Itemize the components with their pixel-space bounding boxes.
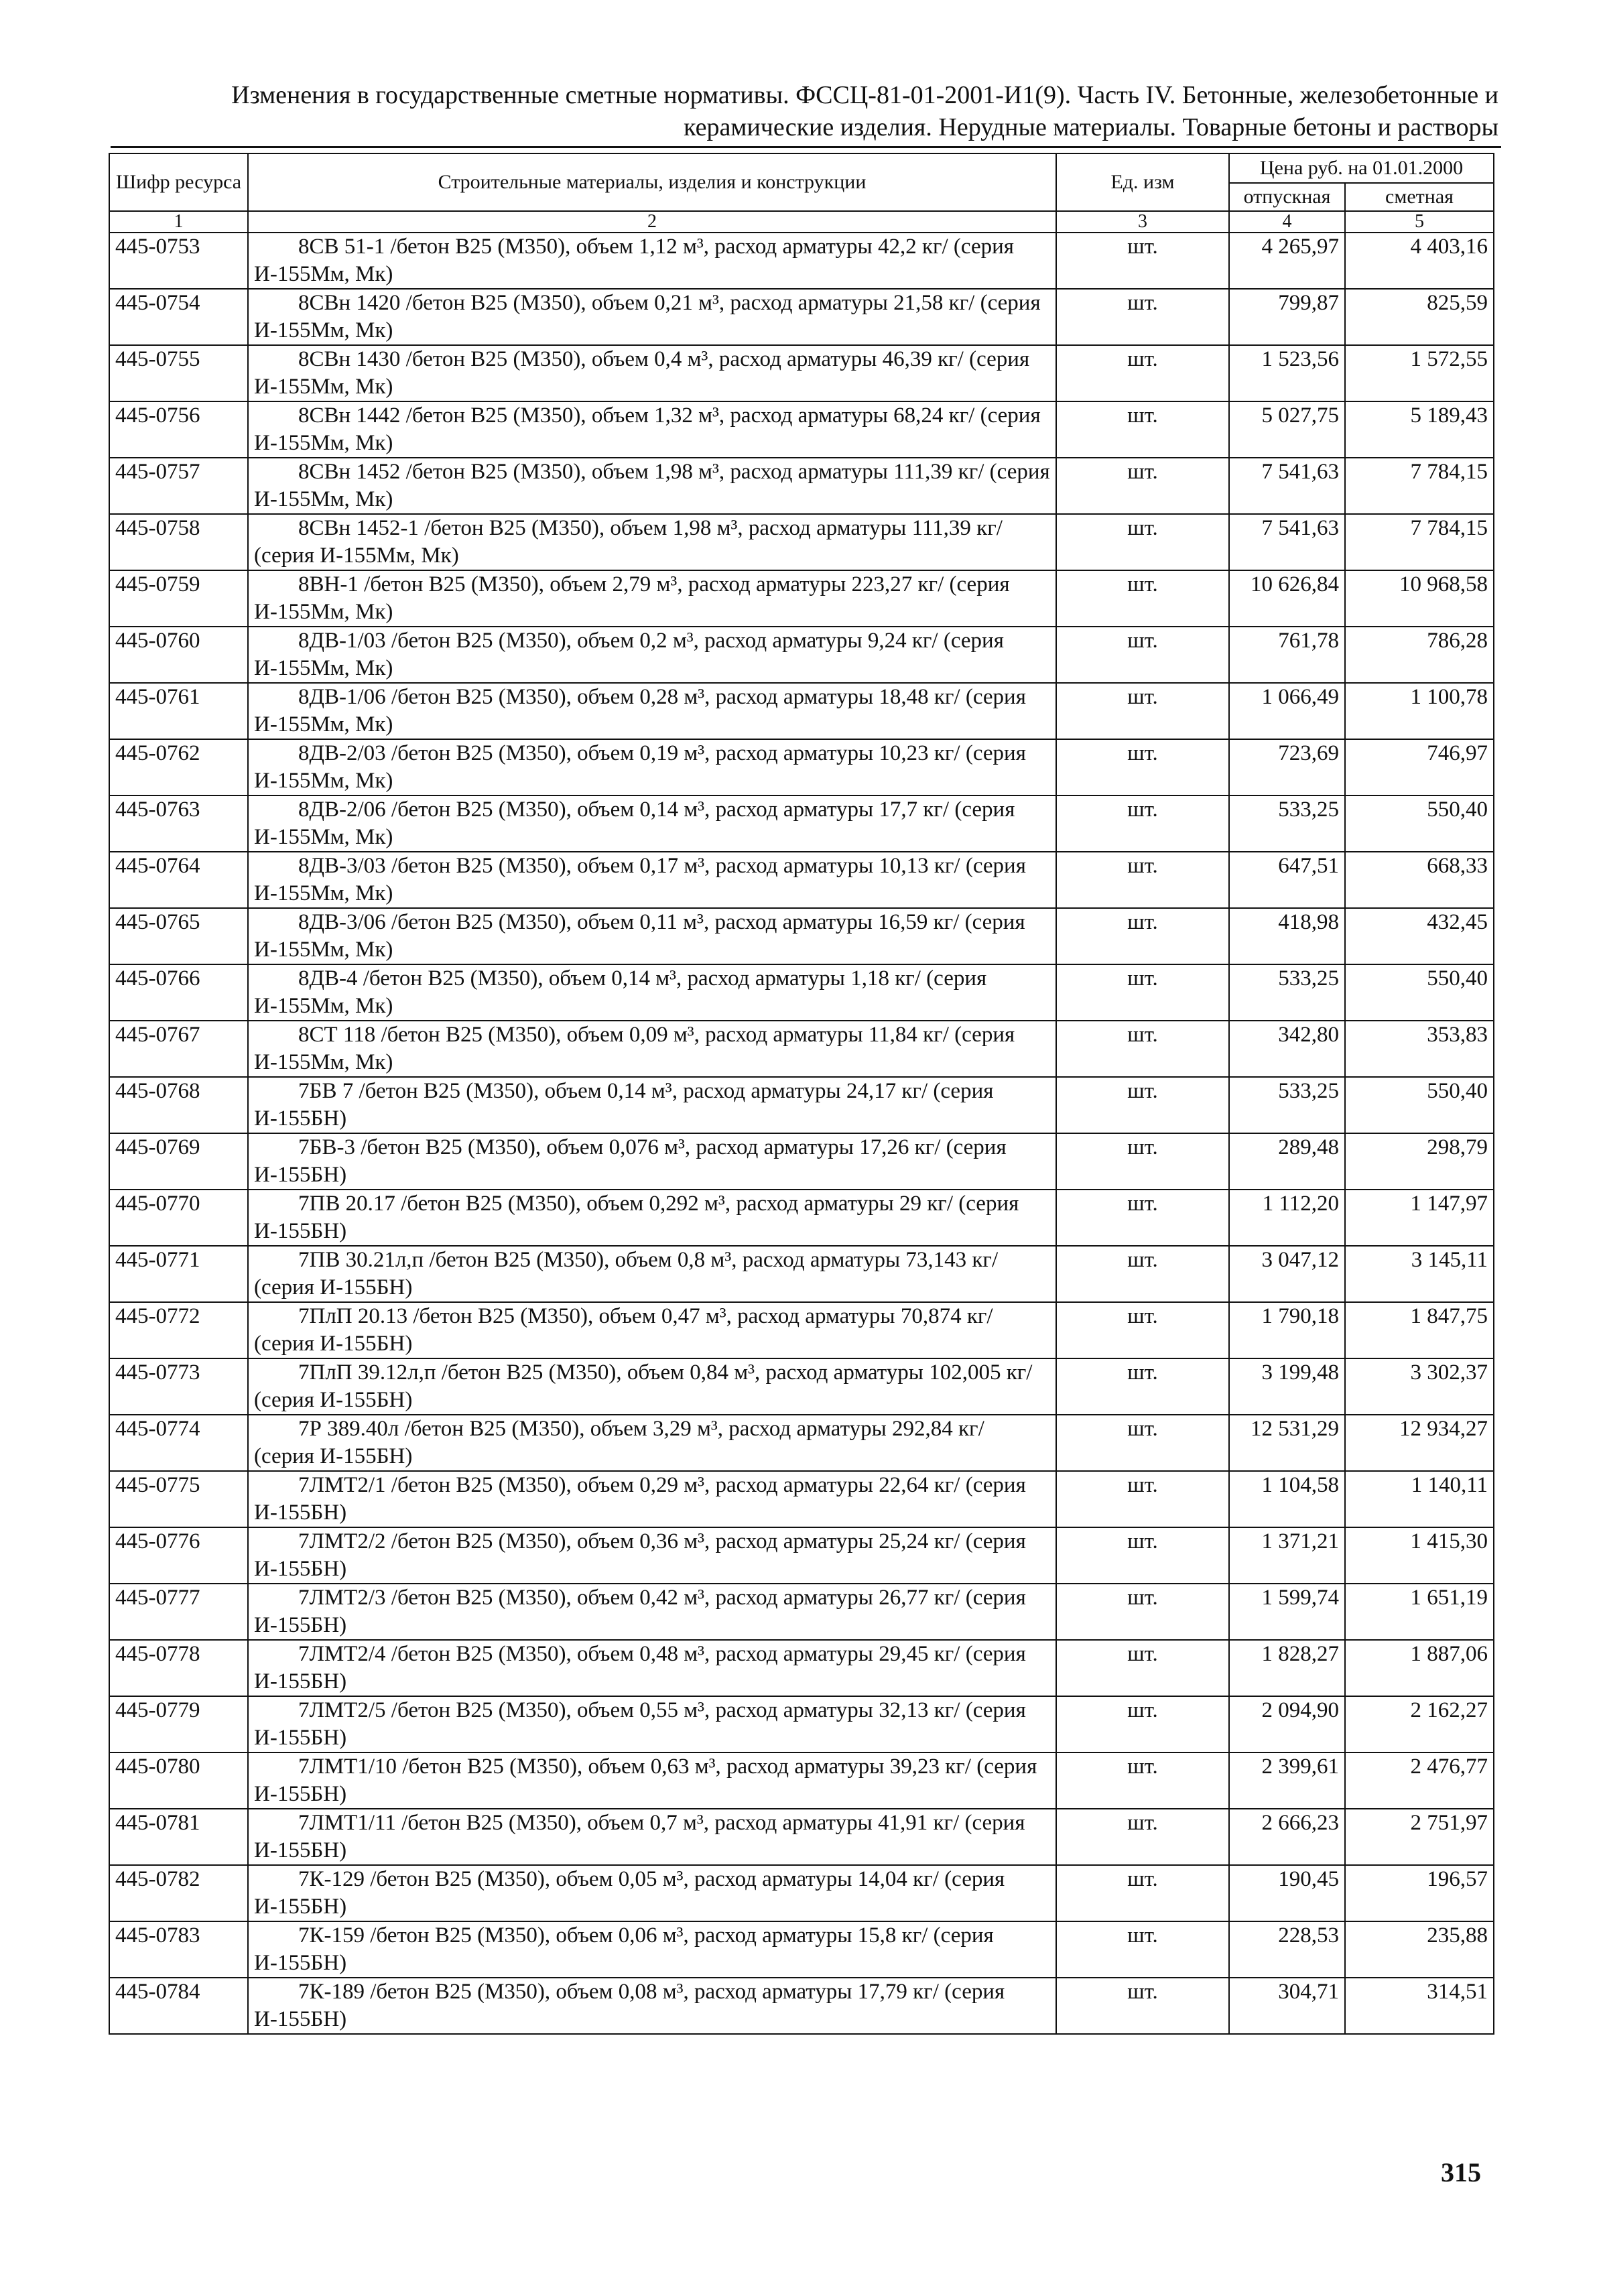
table-row bbox=[109, 514, 1494, 570]
header-line-2: керамические изделия. Нерудные материалы. Товарные бетоны и растворы bbox=[684, 113, 1498, 141]
resource-code-cell: 445-0767 bbox=[109, 1021, 248, 1077]
estimate-price-cell: 1 100,78 bbox=[1345, 683, 1494, 739]
material-name-cell: 8ДВ-1/06 /бетон В25 (М350), объем 0,28 м³, расход арматуры 18,48 кг/ (серия И-155Мм, Мк) bbox=[248, 683, 1056, 739]
unit-cell: шт. bbox=[1056, 1471, 1229, 1527]
release-price-cell: 799,87 bbox=[1229, 289, 1345, 345]
unit-cell: шт. bbox=[1056, 795, 1229, 852]
release-price-cell: 7 541,63 bbox=[1229, 514, 1345, 570]
release-price-cell: 2 094,90 bbox=[1229, 1696, 1345, 1752]
table-row bbox=[109, 627, 1494, 683]
table-row bbox=[109, 1978, 1494, 2034]
table-row bbox=[109, 1021, 1494, 1077]
resource-code-cell: 445-0769 bbox=[109, 1133, 248, 1190]
resource-code-cell: 445-0758 bbox=[109, 514, 248, 570]
estimate-price-cell: 10 968,58 bbox=[1345, 570, 1494, 627]
table-row bbox=[109, 964, 1494, 1021]
table-row bbox=[109, 1133, 1494, 1190]
unit-cell: шт. bbox=[1056, 1527, 1229, 1584]
header-line-1: Изменения в государственные сметные нормативы. ФССЦ-81-01-2001-И1(9). Часть IV. Бетонные, железобетонные и bbox=[231, 81, 1498, 109]
release-price-cell: 533,25 bbox=[1229, 1077, 1345, 1133]
release-price-cell: 3 199,48 bbox=[1229, 1358, 1345, 1415]
table-row bbox=[109, 458, 1494, 514]
table-row bbox=[109, 570, 1494, 627]
material-name-cell: 7Р 389.40л /бетон В25 (М350), объем 3,29 м³, расход арматуры 292,84 кг/ (серия И-155БН) bbox=[248, 1415, 1056, 1471]
release-price-cell: 12 531,29 bbox=[1229, 1415, 1345, 1471]
release-price-cell: 342,80 bbox=[1229, 1021, 1345, 1077]
unit-cell: шт. bbox=[1056, 458, 1229, 514]
estimate-price-cell: 3 302,37 bbox=[1345, 1358, 1494, 1415]
resource-code-cell: 445-0780 bbox=[109, 1752, 248, 1809]
release-price-cell: 1 066,49 bbox=[1229, 683, 1345, 739]
material-name-cell: 8ВН-1 /бетон В25 (М350), объем 2,79 м³, расход арматуры 223,27 кг/ (серия И-155Мм, Мк) bbox=[248, 570, 1056, 627]
material-name-cell: 7ПлП 20.13 /бетон В25 (М350), объем 0,47 м³, расход арматуры 70,874 кг/ (серия И-155БН) bbox=[248, 1302, 1056, 1358]
material-name-cell: 7ПВ 30.21л,п /бетон В25 (М350), объем 0,8 м³, расход арматуры 73,143 кг/ (серия И-155БН) bbox=[248, 1246, 1056, 1302]
header-unit: Ед. изм bbox=[1056, 153, 1229, 211]
unit-cell: шт. bbox=[1056, 1978, 1229, 2034]
release-price-cell: 3 047,12 bbox=[1229, 1246, 1345, 1302]
material-name-cell: 8СВн 1442 /бетон В25 (М350), объем 1,32 м³, расход арматуры 68,24 кг/ (серия И-155Мм, Мк) bbox=[248, 401, 1056, 458]
unit-cell: шт. bbox=[1056, 1190, 1229, 1246]
unit-cell: шт. bbox=[1056, 627, 1229, 683]
resource-code-cell: 445-0783 bbox=[109, 1921, 248, 1978]
unit-cell: шт. bbox=[1056, 964, 1229, 1021]
estimate-price-cell: 1 572,55 bbox=[1345, 345, 1494, 401]
material-name-cell: 7ПВ 20.17 /бетон В25 (М350), объем 0,292 м³, расход арматуры 29 кг/ (серия И-155БН) bbox=[248, 1190, 1056, 1246]
unit-cell: шт. bbox=[1056, 1077, 1229, 1133]
table-body bbox=[109, 233, 1494, 2034]
page-number: 315 bbox=[1441, 2157, 1481, 2187]
header-name: Строительные материалы, изделия и конструкции bbox=[248, 153, 1056, 211]
table-row bbox=[109, 795, 1494, 852]
material-name-cell: 7ЛМТ2/2 /бетон В25 (М350), объем 0,36 м³, расход арматуры 25,24 кг/ (серия И-155БН) bbox=[248, 1527, 1056, 1584]
table-row bbox=[109, 1696, 1494, 1752]
unit-cell: шт. bbox=[1056, 401, 1229, 458]
header-code: Шифр ресурса bbox=[109, 153, 248, 211]
resource-code-cell: 445-0755 bbox=[109, 345, 248, 401]
table-row bbox=[109, 683, 1494, 739]
resource-code-cell: 445-0775 bbox=[109, 1471, 248, 1527]
resource-code-cell: 445-0759 bbox=[109, 570, 248, 627]
material-name-cell: 8ДВ-2/06 /бетон В25 (М350), объем 0,14 м³, расход арматуры 17,7 кг/ (серия И-155Мм, Мк) bbox=[248, 795, 1056, 852]
unit-cell: шт. bbox=[1056, 1584, 1229, 1640]
release-price-cell: 533,25 bbox=[1229, 795, 1345, 852]
resource-code-cell: 445-0777 bbox=[109, 1584, 248, 1640]
column-number: 3 bbox=[1056, 211, 1229, 233]
material-name-cell: 7БВ 7 /бетон В25 (М350), объем 0,14 м³, расход арматуры 24,17 кг/ (серия И-155БН) bbox=[248, 1077, 1056, 1133]
unit-cell: шт. bbox=[1056, 739, 1229, 795]
resource-code-cell: 445-0768 bbox=[109, 1077, 248, 1133]
material-name-cell: 8СВ 51-1 /бетон В25 (М350), объем 1,12 м³, расход арматуры 42,2 кг/ (серия И-155Мм, Мк) bbox=[248, 233, 1056, 289]
resource-code-cell: 445-0753 bbox=[109, 233, 248, 289]
estimate-price-cell: 353,83 bbox=[1345, 1021, 1494, 1077]
estimate-price-cell: 550,40 bbox=[1345, 964, 1494, 1021]
material-name-cell: 7БВ-3 /бетон В25 (М350), объем 0,076 м³, расход арматуры 17,26 кг/ (серия И-155БН) bbox=[248, 1133, 1056, 1190]
estimate-price-cell: 550,40 bbox=[1345, 1077, 1494, 1133]
table-row bbox=[109, 233, 1494, 289]
release-price-cell: 1 790,18 bbox=[1229, 1302, 1345, 1358]
release-price-cell: 10 626,84 bbox=[1229, 570, 1345, 627]
material-name-cell: 7ЛМТ2/4 /бетон В25 (М350), объем 0,48 м³, расход арматуры 29,45 кг/ (серия И-155БН) bbox=[248, 1640, 1056, 1696]
unit-cell: шт. bbox=[1056, 908, 1229, 964]
release-price-cell: 1 371,21 bbox=[1229, 1527, 1345, 1584]
release-price-cell: 761,78 bbox=[1229, 627, 1345, 683]
unit-cell: шт. bbox=[1056, 1640, 1229, 1696]
material-name-cell: 7К-189 /бетон В25 (М350), объем 0,08 м³, расход арматуры 17,79 кг/ (серия И-155БН) bbox=[248, 1978, 1056, 2034]
estimate-price-cell: 4 403,16 bbox=[1345, 233, 1494, 289]
estimate-price-cell: 1 651,19 bbox=[1345, 1584, 1494, 1640]
resource-code-cell: 445-0764 bbox=[109, 852, 248, 908]
estimate-price-cell: 12 934,27 bbox=[1345, 1415, 1494, 1471]
resource-code-cell: 445-0757 bbox=[109, 458, 248, 514]
release-price-cell: 1 523,56 bbox=[1229, 345, 1345, 401]
table-row bbox=[109, 1471, 1494, 1527]
resource-code-cell: 445-0784 bbox=[109, 1978, 248, 2034]
table-row bbox=[109, 289, 1494, 345]
unit-cell: шт. bbox=[1056, 345, 1229, 401]
table-row bbox=[109, 1190, 1494, 1246]
unit-cell: шт. bbox=[1056, 1809, 1229, 1865]
unit-cell: шт. bbox=[1056, 1133, 1229, 1190]
material-name-cell: 8СВн 1452-1 /бетон В25 (М350), объем 1,98 м³, расход арматуры 111,39 кг/ (серия И-155Мм, Мк) bbox=[248, 514, 1056, 570]
unit-cell: шт. bbox=[1056, 1021, 1229, 1077]
estimate-price-cell: 1 415,30 bbox=[1345, 1527, 1494, 1584]
release-price-cell: 723,69 bbox=[1229, 739, 1345, 795]
estimate-price-cell: 1 847,75 bbox=[1345, 1302, 1494, 1358]
header-price-release: отпускная bbox=[1229, 183, 1345, 211]
resource-code-cell: 445-0770 bbox=[109, 1190, 248, 1246]
estimate-price-cell: 825,59 bbox=[1345, 289, 1494, 345]
unit-cell: шт. bbox=[1056, 1358, 1229, 1415]
header-price-group: Цена руб. на 01.01.2000 bbox=[1229, 153, 1494, 183]
estimate-price-cell: 2 162,27 bbox=[1345, 1696, 1494, 1752]
resource-code-cell: 445-0772 bbox=[109, 1302, 248, 1358]
material-name-cell: 8ДВ-2/03 /бетон В25 (М350), объем 0,19 м³, расход арматуры 10,23 кг/ (серия И-155Мм, Мк) bbox=[248, 739, 1056, 795]
estimate-price-cell: 1 140,11 bbox=[1345, 1471, 1494, 1527]
material-name-cell: 8СВн 1430 /бетон В25 (М350), объем 0,4 м³, расход арматуры 46,39 кг/ (серия И-155Мм, Мк) bbox=[248, 345, 1056, 401]
release-price-cell: 2 666,23 bbox=[1229, 1809, 1345, 1865]
table-row bbox=[109, 1752, 1494, 1809]
estimate-price-cell: 196,57 bbox=[1345, 1865, 1494, 1921]
unit-cell: шт. bbox=[1056, 1246, 1229, 1302]
release-price-cell: 1 599,74 bbox=[1229, 1584, 1345, 1640]
unit-cell: шт. bbox=[1056, 1696, 1229, 1752]
unit-cell: шт. bbox=[1056, 233, 1229, 289]
table-row bbox=[109, 1527, 1494, 1584]
release-price-cell: 1 104,58 bbox=[1229, 1471, 1345, 1527]
resource-code-cell: 445-0760 bbox=[109, 627, 248, 683]
estimate-price-cell: 786,28 bbox=[1345, 627, 1494, 683]
resource-code-cell: 445-0754 bbox=[109, 289, 248, 345]
release-price-cell: 418,98 bbox=[1229, 908, 1345, 964]
material-name-cell: 8ДВ-4 /бетон В25 (М350), объем 0,14 м³, расход арматуры 1,18 кг/ (серия И-155Мм, Мк) bbox=[248, 964, 1056, 1021]
unit-cell: шт. bbox=[1056, 852, 1229, 908]
material-name-cell: 8СТ 118 /бетон В25 (М350), объем 0,09 м³, расход арматуры 11,84 кг/ (серия И-155Мм, Мк) bbox=[248, 1021, 1056, 1077]
resource-code-cell: 445-0773 bbox=[109, 1358, 248, 1415]
resource-code-cell: 445-0782 bbox=[109, 1865, 248, 1921]
resource-code-cell: 445-0776 bbox=[109, 1527, 248, 1584]
estimate-price-cell: 432,45 bbox=[1345, 908, 1494, 964]
table-row bbox=[109, 345, 1494, 401]
material-name-cell: 8СВн 1452 /бетон В25 (М350), объем 1,98 м³, расход арматуры 111,39 кг/ (серия И-155Мм, Мк) bbox=[248, 458, 1056, 514]
table-row bbox=[109, 739, 1494, 795]
release-price-cell: 2 399,61 bbox=[1229, 1752, 1345, 1809]
table-row bbox=[109, 1246, 1494, 1302]
release-price-cell: 533,25 bbox=[1229, 964, 1345, 1021]
table-row bbox=[109, 1077, 1494, 1133]
resource-code-cell: 445-0761 bbox=[109, 683, 248, 739]
table-row bbox=[109, 1302, 1494, 1358]
unit-cell: шт. bbox=[1056, 1921, 1229, 1978]
unit-cell: шт. bbox=[1056, 1415, 1229, 1471]
release-price-cell: 5 027,75 bbox=[1229, 401, 1345, 458]
unit-cell: шт. bbox=[1056, 1752, 1229, 1809]
resource-code-cell: 445-0781 bbox=[109, 1809, 248, 1865]
release-price-cell: 647,51 bbox=[1229, 852, 1345, 908]
estimate-price-cell: 1 147,97 bbox=[1345, 1190, 1494, 1246]
estimate-price-cell: 746,97 bbox=[1345, 739, 1494, 795]
table-row bbox=[109, 852, 1494, 908]
document-header bbox=[101, 79, 1498, 143]
column-number: 2 bbox=[248, 211, 1056, 233]
estimate-price-cell: 550,40 bbox=[1345, 795, 1494, 852]
estimate-price-cell: 235,88 bbox=[1345, 1921, 1494, 1978]
release-price-cell: 4 265,97 bbox=[1229, 233, 1345, 289]
material-name-cell: 8ДВ-3/03 /бетон В25 (М350), объем 0,17 м³, расход арматуры 10,13 кг/ (серия И-155Мм, Мк) bbox=[248, 852, 1056, 908]
unit-cell: шт. bbox=[1056, 514, 1229, 570]
table-row bbox=[109, 1640, 1494, 1696]
estimate-price-cell: 668,33 bbox=[1345, 852, 1494, 908]
estimate-price-cell: 1 887,06 bbox=[1345, 1640, 1494, 1696]
price-table bbox=[109, 153, 1494, 2035]
header-divider bbox=[111, 146, 1501, 148]
estimate-price-cell: 314,51 bbox=[1345, 1978, 1494, 2034]
release-price-cell: 1 112,20 bbox=[1229, 1190, 1345, 1246]
resource-code-cell: 445-0774 bbox=[109, 1415, 248, 1471]
estimate-price-cell: 2 751,97 bbox=[1345, 1809, 1494, 1865]
table-row bbox=[109, 1921, 1494, 1978]
material-name-cell: 7ЛМТ1/10 /бетон В25 (М350), объем 0,63 м³, расход арматуры 39,23 кг/ (серия И-155БН) bbox=[248, 1752, 1056, 1809]
estimate-price-cell: 298,79 bbox=[1345, 1133, 1494, 1190]
table-row bbox=[109, 1865, 1494, 1921]
resource-code-cell: 445-0763 bbox=[109, 795, 248, 852]
table-row bbox=[109, 1358, 1494, 1415]
unit-cell: шт. bbox=[1056, 683, 1229, 739]
material-name-cell: 8ДВ-3/06 /бетон В25 (М350), объем 0,11 м³, расход арматуры 16,59 кг/ (серия И-155Мм, Мк) bbox=[248, 908, 1056, 964]
resource-code-cell: 445-0756 bbox=[109, 401, 248, 458]
resource-code-cell: 445-0766 bbox=[109, 964, 248, 1021]
unit-cell: шт. bbox=[1056, 1302, 1229, 1358]
resource-code-cell: 445-0762 bbox=[109, 739, 248, 795]
material-name-cell: 7ЛМТ2/5 /бетон В25 (М350), объем 0,55 м³, расход арматуры 32,13 кг/ (серия И-155БН) bbox=[248, 1696, 1056, 1752]
resource-code-cell: 445-0771 bbox=[109, 1246, 248, 1302]
column-number: 5 bbox=[1345, 211, 1494, 233]
release-price-cell: 304,71 bbox=[1229, 1978, 1345, 2034]
table-row bbox=[109, 1809, 1494, 1865]
unit-cell: шт. bbox=[1056, 289, 1229, 345]
material-name-cell: 8СВн 1420 /бетон В25 (М350), объем 0,21 м³, расход арматуры 21,58 кг/ (серия И-155Мм, Мк) bbox=[248, 289, 1056, 345]
estimate-price-cell: 7 784,15 bbox=[1345, 514, 1494, 570]
release-price-cell: 1 828,27 bbox=[1229, 1640, 1345, 1696]
release-price-cell: 228,53 bbox=[1229, 1921, 1345, 1978]
table-row bbox=[109, 1584, 1494, 1640]
release-price-cell: 190,45 bbox=[1229, 1865, 1345, 1921]
table-row bbox=[109, 908, 1494, 964]
resource-code-cell: 445-0765 bbox=[109, 908, 248, 964]
material-name-cell: 7ЛМТ2/3 /бетон В25 (М350), объем 0,42 м³, расход арматуры 26,77 кг/ (серия И-155БН) bbox=[248, 1584, 1056, 1640]
resource-code-cell: 445-0778 bbox=[109, 1640, 248, 1696]
material-name-cell: 7ЛМТ1/11 /бетон В25 (М350), объем 0,7 м³, расход арматуры 41,91 кг/ (серия И-155БН) bbox=[248, 1809, 1056, 1865]
table-row bbox=[109, 1415, 1494, 1471]
material-name-cell: 8ДВ-1/03 /бетон В25 (М350), объем 0,2 м³, расход арматуры 9,24 кг/ (серия И-155Мм, Мк) bbox=[248, 627, 1056, 683]
unit-cell: шт. bbox=[1056, 1865, 1229, 1921]
release-price-cell: 289,48 bbox=[1229, 1133, 1345, 1190]
material-name-cell: 7К-159 /бетон В25 (М350), объем 0,06 м³, расход арматуры 15,8 кг/ (серия И-155БН) bbox=[248, 1921, 1056, 1978]
estimate-price-cell: 3 145,11 bbox=[1345, 1246, 1494, 1302]
material-name-cell: 7ПлП 39.12л,п /бетон В25 (М350), объем 0,84 м³, расход арматуры 102,005 кг/ (серия И-155БН) bbox=[248, 1358, 1056, 1415]
column-number: 1 bbox=[109, 211, 248, 233]
estimate-price-cell: 2 476,77 bbox=[1345, 1752, 1494, 1809]
unit-cell: шт. bbox=[1056, 570, 1229, 627]
column-number: 4 bbox=[1229, 211, 1345, 233]
release-price-cell: 7 541,63 bbox=[1229, 458, 1345, 514]
material-name-cell: 7ЛМТ2/1 /бетон В25 (М350), объем 0,29 м³, расход арматуры 22,64 кг/ (серия И-155БН) bbox=[248, 1471, 1056, 1527]
resource-code-cell: 445-0779 bbox=[109, 1696, 248, 1752]
estimate-price-cell: 7 784,15 bbox=[1345, 458, 1494, 514]
material-name-cell: 7К-129 /бетон В25 (М350), объем 0,05 м³, расход арматуры 14,04 кг/ (серия И-155БН) bbox=[248, 1865, 1056, 1921]
header-price-estimate: сметная bbox=[1345, 183, 1494, 211]
estimate-price-cell: 5 189,43 bbox=[1345, 401, 1494, 458]
table-row bbox=[109, 401, 1494, 458]
